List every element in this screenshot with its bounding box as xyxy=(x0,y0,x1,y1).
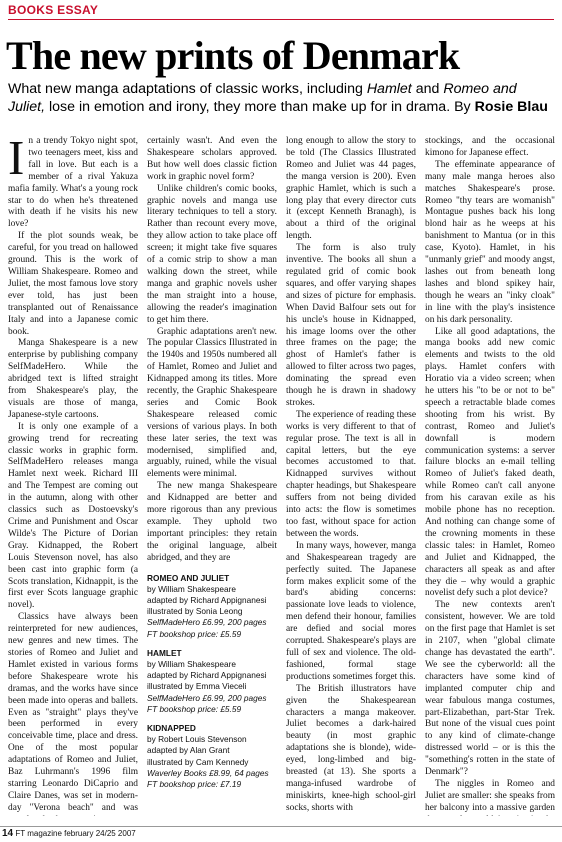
footer-text: FT magazine february 24/25 2007 xyxy=(15,829,136,838)
book-credit: adapted by Alan Grant xyxy=(147,745,230,756)
article-column-4 xyxy=(425,136,555,816)
standfirst-title-hamlet: Hamlet xyxy=(366,81,412,97)
book-entry xyxy=(147,723,277,790)
paragraph: The new manga Shakespeare and Kidnapped are better and more rigorous than any previous example. They uphold two important principles: they retain the original language, albeit abridged, and they are xyxy=(147,481,277,563)
book-entry xyxy=(147,573,277,640)
paragraph: It is only one example of a growing trend for recreating classic works in graphic form. SelfMadeHero releases manga Hamlet next week. Richard III and The Tempest are coming out in the autumn, along with other classics such as Dostoevsky's Crime and Punishment and Oscar Wilde's The Picture of Dorian Gray. Kidnapped, the Robert Louis Stevenson novel, has also been cast into graphic form (a Scots translation, Kidnappit, is the first ever Scots language graphic novel). xyxy=(8,421,138,611)
book-credit: adapted by Richard Appignanesi xyxy=(147,670,267,681)
book-credit: illustrated by Sonia Leong xyxy=(147,606,243,617)
book-ft-price: FT bookshop price: £5.59 xyxy=(147,628,242,639)
paragraph: The British illustrators have given the Shakespearean characters a manga makeover. Juliet becomes a dark-haired beauty (in most graphic adaptations she is blonde), wide-eyed, long-limbed and big-breasted (at 13). She sports a manga-infused wardrobe of miniskirts, knee-high school-girl socks, shorts with xyxy=(286,683,416,813)
book-publisher: SelfMadeHero £6.99, 200 pages xyxy=(147,692,267,703)
books-box xyxy=(147,573,277,791)
paragraph: Manga Shakespeare is a new enterprise by publishing company SelfMadeHero. While the abridged text is lifted straight from Shakespeare's play, the visuals are those of manga, Japanese-style cartoons. xyxy=(8,338,138,420)
standfirst-text: lose in emotion and irony, they more than make up for in drama. By xyxy=(45,99,475,115)
standfirst xyxy=(8,80,556,116)
section-label: BOOKS ESSAY xyxy=(8,3,554,20)
paragraph: stockings, and the occasional kimono for Japanese effect. xyxy=(425,136,555,158)
paragraph: If the plot sounds weak, be careful, for you tread on hallowed ground. This is the work of William Shakespeare. Romeo and Juliet, the most famous love story ever told, has just been transplanted out of Renaissance Italy and into a Japanese comic book. xyxy=(8,231,138,337)
paragraph: certainly wasn't. And even the Shakespeare scholars approved. But how well does classic fiction work in graphic novel form? xyxy=(147,136,277,182)
page-footer xyxy=(0,826,562,842)
paragraph: The experience of reading these works is very different to that of regular prose. The text is all in capital letters, but the eye becomes accustomed to that. Kidnapped survives without chapter headings, but Shakespeare suffers from not being divided into acts: the flow is sometimes too fast, without space for action between the words. xyxy=(286,409,416,539)
book-title: KIDNAPPED xyxy=(147,723,196,734)
book-entry xyxy=(147,648,277,715)
author-byline: Rosie Blau xyxy=(474,99,548,115)
article-column-1 xyxy=(8,136,138,816)
book-title: ROMEO AND JULIET xyxy=(147,572,230,583)
book-credit: by William Shakespeare xyxy=(147,583,236,594)
paragraph: long enough to allow the story to be told (The Classics Illustrated Romeo and Juliet was 44 pages, the manga version is 200). Even graphic Hamlet, which is such a long play that every director cuts it (except Kenneth Branagh), is about a third of the original length. xyxy=(286,136,416,242)
paragraph: The effeminate appearance of many male manga heroes also matches Shakespeare's prose. Romeo "thy tears are womanish" Montague pushes back his long blond hair as he weeps at his banishment to Mantua (or in this case, Kyoto). Hamlet, in his "unmanly grief" and moody angst, lashes out from beneath long lashes and blond spikey hair, though he wears an "inky cloak" in line with the play's insistence on his dark personality. xyxy=(425,159,555,325)
paragraph: Unlike children's comic books, graphic novels and manga use literary techniques to tell a story. Rather than recount every move, they allow action to take place off screen; it might take five squares of a comic strip to show a man walking down the street, while manga and graphic novels usher the man straight into a house, allowing the reader's imagination to get him there. xyxy=(147,183,277,325)
paragraph: The new contexts aren't consistent, however. We are told on the first page that Hamlet is set in 2107, when "global climate change has devastated the earth". We see the cyberworld: all the characters have some kind of implanted computer chip and wear fabulous manga costumes, part-Elizabethan, part-Star Trek. But none of the visual cues point to any kind of climate-change distressed world – or is this the "something's rotten in the state of Denmark"? xyxy=(425,600,555,778)
book-publisher: Waverley Books £8.99, 64 pages xyxy=(147,767,269,778)
article-body xyxy=(8,136,556,816)
book-ft-price: FT bookshop price: £5.59 xyxy=(147,703,242,714)
standfirst-title-romeo: Romeo and Juliet, xyxy=(8,81,517,115)
book-credit: by Robert Louis Stevenson xyxy=(147,734,247,745)
paragraph xyxy=(8,136,138,231)
standfirst-text: What new manga adaptations of classic works, including xyxy=(8,81,367,97)
article-column-2 xyxy=(147,136,277,816)
book-credit: illustrated by Cam Kennedy xyxy=(147,756,249,767)
book-ft-price: FT bookshop price: £7.19 xyxy=(147,779,242,790)
book-credit: adapted by Richard Appignanesi xyxy=(147,595,267,606)
book-credit: by William Shakespeare xyxy=(147,659,236,670)
paragraph: The form is also truly inventive. The books all shun a regulated grid of comic book squares, and offer varying shapes and sizes of picture for emphasis. When David Balfour sets out for his uncle's house in Kidnapped, his image looms over the other three frames on the page; the ghost of Hamlet's father is allowed to filter across two pages, dominating the spread even though he is drawn in shadowy strokes. xyxy=(286,243,416,408)
paragraph: Graphic adaptations aren't new. The popular Classics Illustrated in the 1940s and 1950s numbered all of Hamlet, Romeo and Juliet and Kidnapped among its titles. More recently, the Graphic Shakespeare series and Comic Book Shakespeare released comic versions of various plays. In both these later series, the text was modernised, simplified and, arguably, ruined, while the visual elements were minimal. xyxy=(147,326,277,480)
article-column-3 xyxy=(286,136,416,816)
book-publisher: SelfMadeHero £6.99, 200 pages xyxy=(147,617,267,628)
paragraph: Classics have always been reinterpreted for new audiences, new genres and new times. The stories of Romeo and Juliet and Hamlet existed in various forms before Shakespeare wrote his dramas, and the works have since been made into operas and ballets. Even as "straight" plays they've been performed in every conceivable time, place and dress. One of the most popular adaptations of Romeo and Juliet, Baz Luhrmann's 1996 film starring Leonardo DiCaprio and Claire Danes, was set in modern-day "Verona beach" and was xyxy=(8,612,138,813)
page-number: 14 xyxy=(2,828,14,839)
paragraph: The niggles in Romeo and Juliet are smaller: she speaks from her balcony into a massive garden xyxy=(425,778,555,813)
book-credit: illustrated by Emma Vieceli xyxy=(147,681,247,692)
drop-cap: I xyxy=(8,136,25,185)
paragraph-text: n a trendy Tokyo night spot, two teenagers meet, kiss and fall in love. But each is a member of a rival Yakuza mafia family. What's a young rock star to do when he's threatened with death if he visits his new love? xyxy=(8,136,138,230)
headline: The new prints of Denmark xyxy=(6,33,460,78)
standfirst-text: and xyxy=(411,81,444,97)
paragraph: Like all good adaptations, the manga books add new comic elements and twists to the old plays. Hamlet confers with Horatio via a video screen; when he utters his "to be or not to be" speech a retractable blade comes shooting from his wrist. By contrast, Romeo and Juliet's downfall is modern communication systems: a server failure blocks an e-mail telling Romeo of Juliet's faked death, while Romeo can't call anyone from his caravan exile as his mobile phone has no reception. And nothing can change some of the crowning moments in these classic tales: in Hamlet, Romeo and Juliet and Kidnapped, the characters all speak as and after they die – why would a graphic novelist defy such a plot device? xyxy=(425,326,555,599)
paragraph: In many ways, however, manga and Shakespearean tragedy are perfectly suited. The Japanese form makes explicit some of the bard's abiding concerns: passionate love leads to violence, men defend their honour, families are defied and social mores corrupted. Shakespeare's plays are full of sex and violence. The old-fashioned, formal stage productions sometimes forget this. xyxy=(286,540,416,682)
book-title: HAMLET xyxy=(147,647,182,658)
